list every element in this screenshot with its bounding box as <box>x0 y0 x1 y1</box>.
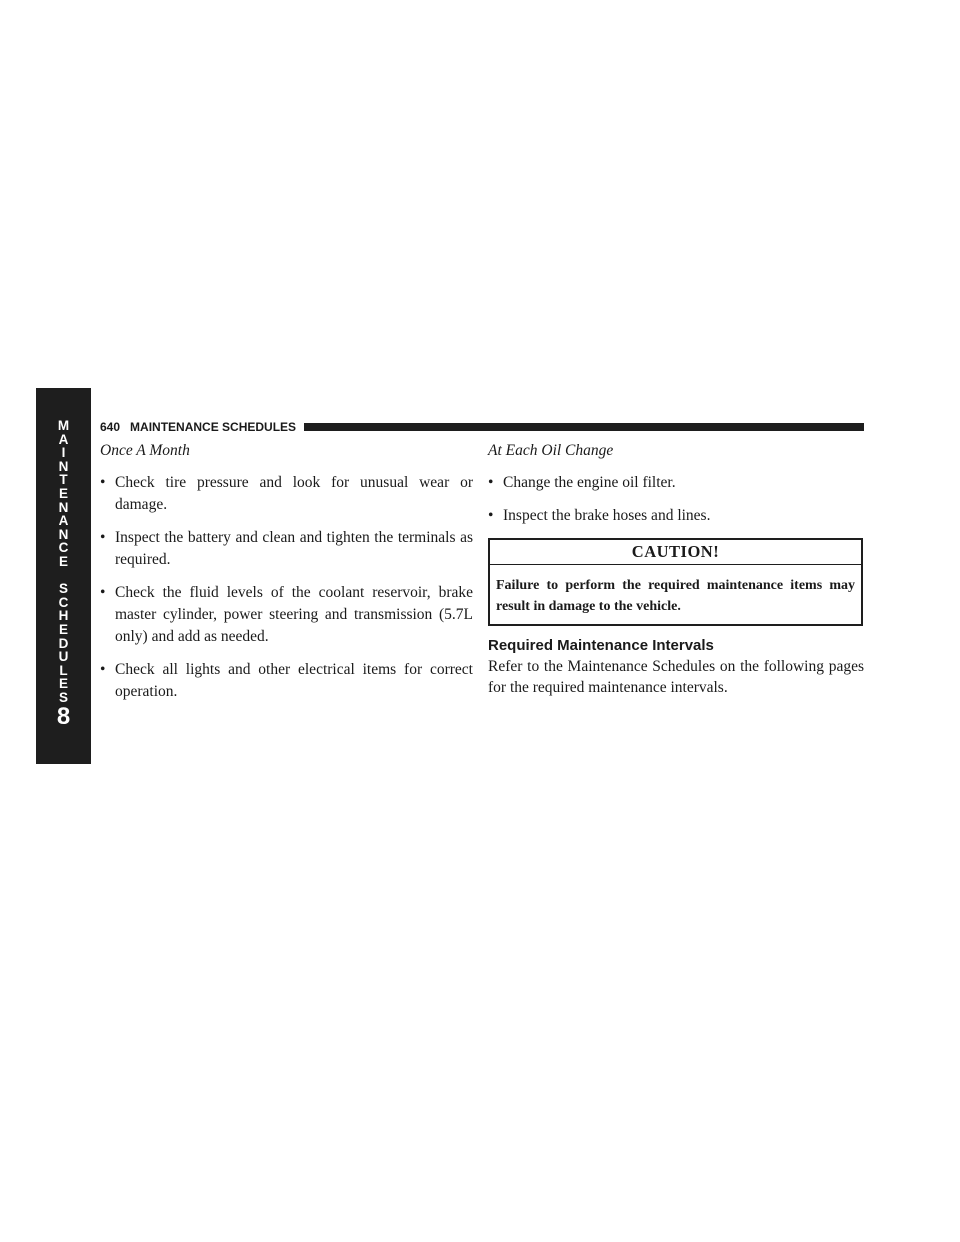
tab-letter: E <box>58 621 68 637</box>
right-column <box>488 440 864 698</box>
oil-change-heading: At Each Oil Change <box>488 442 614 459</box>
bullet-icon: • <box>488 507 494 524</box>
required-intervals-paragraph: Refer to the Maintenance Schedules on the following pages for the required maintenance intervals. <box>488 658 864 696</box>
once-a-month-heading: Once A Month <box>100 442 190 459</box>
bullet-icon: • <box>100 474 106 491</box>
tab-letter: H <box>58 608 69 624</box>
bullet-icon: • <box>100 529 106 546</box>
once-a-month-list <box>100 472 473 703</box>
page-header <box>100 420 864 434</box>
tab-letter: N <box>58 458 69 474</box>
list-item-text: Check the fluid levels of the coolant reservoir, brake master cylinder, power steering and transmission (5.7L only) and add as needed. <box>115 584 473 645</box>
tab-letter: N <box>58 499 69 515</box>
chapter-tab-letters <box>58 419 69 704</box>
list-item <box>100 472 473 516</box>
chapter-number: 8 <box>56 703 71 731</box>
list-item-text: Check tire pressure and look for unusual wear or damage. <box>115 474 473 513</box>
list-item-text: Inspect the brake hoses and lines. <box>503 507 711 524</box>
tab-letter: C <box>58 540 69 556</box>
required-intervals-heading: Required Maintenance Intervals <box>488 637 714 654</box>
tab-letter: D <box>58 635 69 651</box>
list-item-text: Inspect the battery and clean and tighten the terminals as required. <box>115 529 473 568</box>
tab-letter: S <box>58 581 68 597</box>
list-item <box>100 527 473 571</box>
tab-letter: A <box>58 431 69 447</box>
tab-letter: E <box>58 553 68 569</box>
tab-letter: I <box>61 445 66 461</box>
header-rule <box>304 423 864 431</box>
page-number: 640 <box>100 420 121 434</box>
list-item-text: Check all lights and other electrical items for correct operation. <box>115 661 473 700</box>
caution-box <box>488 538 863 626</box>
tab-letter: N <box>58 526 69 542</box>
section-title: MAINTENANCE SCHEDULES <box>130 420 297 434</box>
tab-letter: E <box>58 676 68 692</box>
tab-letter: L <box>59 662 68 678</box>
tab-letter: S <box>58 689 68 705</box>
tab-letter: A <box>58 513 69 529</box>
list-item <box>100 582 473 648</box>
bullet-icon: • <box>100 661 106 678</box>
tab-letter: C <box>58 594 69 610</box>
bullet-icon: • <box>488 474 494 491</box>
left-column <box>100 440 473 714</box>
chapter-side-tab <box>36 388 91 764</box>
tab-letter: M <box>57 418 70 433</box>
list-item <box>100 659 473 703</box>
oil-change-list <box>488 472 864 527</box>
list-item <box>488 505 864 527</box>
tab-letter: E <box>58 485 68 501</box>
bullet-icon: • <box>100 584 106 601</box>
tab-letter: U <box>58 649 69 665</box>
caution-text: Failure to perform the required maintenance items may result in damage to the vehicle. <box>496 578 855 614</box>
caution-title: CAUTION! <box>490 540 861 565</box>
list-item-text: Change the engine oil filter. <box>503 474 676 491</box>
tab-letter: T <box>59 472 68 488</box>
list-item <box>488 472 864 494</box>
